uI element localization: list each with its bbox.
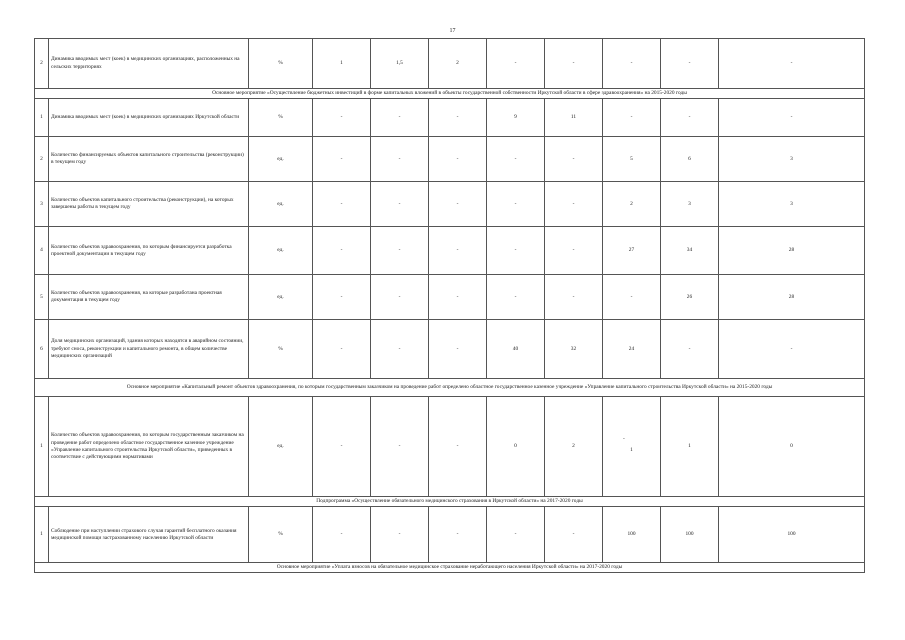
value-cell: 24	[603, 320, 661, 379]
unit-cell: %	[249, 320, 313, 379]
value-cell: -	[429, 182, 487, 227]
section-heading-row	[35, 379, 865, 397]
table-row	[35, 397, 865, 497]
value-cell: -	[487, 39, 545, 89]
table-row	[35, 320, 865, 379]
table-row	[35, 39, 865, 89]
value-cell: 1	[661, 397, 719, 497]
value-cell: -	[487, 275, 545, 320]
value-cell: -	[429, 507, 487, 563]
table-row	[35, 99, 865, 137]
value-cell: 6	[661, 137, 719, 182]
row-number: 1	[35, 99, 49, 137]
section-heading: Подпрограмма «Осуществление обязательного медицинского страхования в Иркутской области» на 2017-2020 годы	[35, 497, 865, 507]
value-cell: 2	[429, 39, 487, 89]
value-cell: 100	[661, 507, 719, 563]
indicator-name: Количество объектов здравоохранения, по которым финансируется разработка проектной документации в текущем году	[49, 227, 249, 275]
value-cell: -	[603, 99, 661, 137]
value-cell: -	[429, 227, 487, 275]
value-cell: -	[313, 182, 371, 227]
value-cell: 0	[719, 397, 865, 497]
value-cell: -	[545, 227, 603, 275]
section-heading: Основное мероприятие «Уплата взносов на обязательное медицинское страхование неработающего населения Иркутской области» на 2017-2020 годы	[35, 563, 865, 573]
value-cell	[603, 397, 661, 497]
value-cell: -	[429, 137, 487, 182]
unit-cell: ед.	[249, 397, 313, 497]
value-cell: -	[371, 507, 429, 563]
section-heading-row	[35, 497, 865, 507]
value-cell: -	[487, 137, 545, 182]
value-cell: 2	[603, 182, 661, 227]
value-cell: -	[313, 507, 371, 563]
value-cell: -	[313, 227, 371, 275]
indicator-name: Количество финансируемых объектов капитального строительства (реконструкции) в текущем году	[49, 137, 249, 182]
value-cell: 1	[313, 39, 371, 89]
value-cell: -	[429, 397, 487, 497]
indicator-name: Количество объектов здравоохранения, на которые разработана проектная документация в текущем году	[49, 275, 249, 320]
unit-cell: %	[249, 507, 313, 563]
value-cell: -	[429, 320, 487, 379]
value-cell: -	[371, 99, 429, 137]
value-cell: -	[603, 275, 661, 320]
value-cell: 11	[545, 99, 603, 137]
table-row	[35, 227, 865, 275]
value-cell: -	[371, 227, 429, 275]
table-row	[35, 182, 865, 227]
value-cell: -	[661, 99, 719, 137]
indicator-name: Доля медицинских организаций, здания которых находятся в аварийном состоянии, требуют сноса, реконструкции и капитального ремонта, в общем количестве медицинских организаций	[49, 320, 249, 379]
value-cell: -	[487, 507, 545, 563]
row-number: 2	[35, 137, 49, 182]
value-cell: -	[545, 39, 603, 89]
section-heading: Основное мероприятие «Осуществление бюджетных инвестиций в форме капитальных вложений в объекты государственной собственности Иркутской области в сфере здравоохранения» на 2015-2020 годы	[35, 89, 865, 99]
value-cell: 3	[719, 182, 865, 227]
value-cell: -	[719, 39, 865, 89]
value-cell: -	[545, 275, 603, 320]
indicator-name: Количество объектов здравоохранения, по которым государственным заказчиком на проведение работ определено областное государственное казенное учреждение «Управление капитального строительства Иркутской области», приведенных в соответствие с действующими нормативами	[49, 397, 249, 497]
value-cell: -	[545, 137, 603, 182]
row-number: 6	[35, 320, 49, 379]
value-cell: -	[545, 182, 603, 227]
value-cell: -	[661, 320, 719, 379]
unit-cell: ед.	[249, 275, 313, 320]
value-cell: 2	[545, 397, 603, 497]
cell-value: 1	[630, 446, 633, 453]
table-row	[35, 275, 865, 320]
indicator-name: Динамика вводимых мест (коек) в медицинских организациях, расположенных на сельских территориях	[49, 39, 249, 89]
value-cell: -	[313, 320, 371, 379]
value-cell: 27	[603, 227, 661, 275]
value-cell: -	[719, 320, 865, 379]
indicator-name: Динамика вводимых мест (коек) в медицинских организациях Иркутской области	[49, 99, 249, 137]
row-number: 1	[35, 507, 49, 563]
value-cell: 9	[487, 99, 545, 137]
section-heading: Основное мероприятие «Капитальный ремонт объектов здравоохранения, по которым государственным заказчиком на проведение работ определено областное государственное казенное учреждение «Управление капитального строительства Иркутской области» на 2015-2020 годы	[35, 379, 865, 397]
cell-mark: -	[623, 435, 625, 442]
value-cell: -	[371, 182, 429, 227]
row-number: 5	[35, 275, 49, 320]
value-cell: 28	[719, 275, 865, 320]
value-cell: -	[313, 397, 371, 497]
value-cell: -	[487, 182, 545, 227]
value-cell: -	[545, 507, 603, 563]
row-number: 3	[35, 182, 49, 227]
value-cell: 5	[603, 137, 661, 182]
value-cell: -	[719, 99, 865, 137]
value-cell: 32	[545, 320, 603, 379]
indicator-name: Количество объектов капитального строительства (реконструкции), на которых завершены работы в текущем году	[49, 182, 249, 227]
value-cell: 100	[719, 507, 865, 563]
value-cell: 1,5	[371, 39, 429, 89]
unit-cell: ед.	[249, 137, 313, 182]
value-cell: -	[313, 99, 371, 137]
value-cell: 26	[661, 275, 719, 320]
indicators-table	[34, 38, 865, 573]
row-number: 4	[35, 227, 49, 275]
value-cell: 0	[487, 397, 545, 497]
page-number: 17	[449, 28, 456, 34]
value-cell: -	[487, 227, 545, 275]
value-cell: 34	[661, 227, 719, 275]
value-cell: -	[313, 275, 371, 320]
value-cell: 40	[487, 320, 545, 379]
value-cell: 28	[719, 227, 865, 275]
section-heading-row	[35, 89, 865, 99]
value-cell: -	[371, 137, 429, 182]
value-cell: -	[371, 320, 429, 379]
value-cell: 100	[603, 507, 661, 563]
value-cell: -	[371, 275, 429, 320]
value-cell: -	[603, 39, 661, 89]
unit-cell: %	[249, 99, 313, 137]
indicator-name: Соблюдение при наступлении страхового случая гарантий бесплатного оказания медицинской помощи застрахованному населению Иркутской области	[49, 507, 249, 563]
section-heading-row	[35, 563, 865, 573]
value-cell: -	[661, 39, 719, 89]
value-cell: -	[313, 137, 371, 182]
value-cell: 3	[719, 137, 865, 182]
table-row	[35, 507, 865, 563]
row-number: 1	[35, 397, 49, 497]
unit-cell: ед.	[249, 182, 313, 227]
row-number: 2	[35, 39, 49, 89]
value-cell: 3	[661, 182, 719, 227]
table-row	[35, 137, 865, 182]
value-cell: -	[429, 275, 487, 320]
unit-cell: %	[249, 39, 313, 89]
value-cell: -	[429, 99, 487, 137]
unit-cell: ед.	[249, 227, 313, 275]
value-cell: -	[371, 397, 429, 497]
